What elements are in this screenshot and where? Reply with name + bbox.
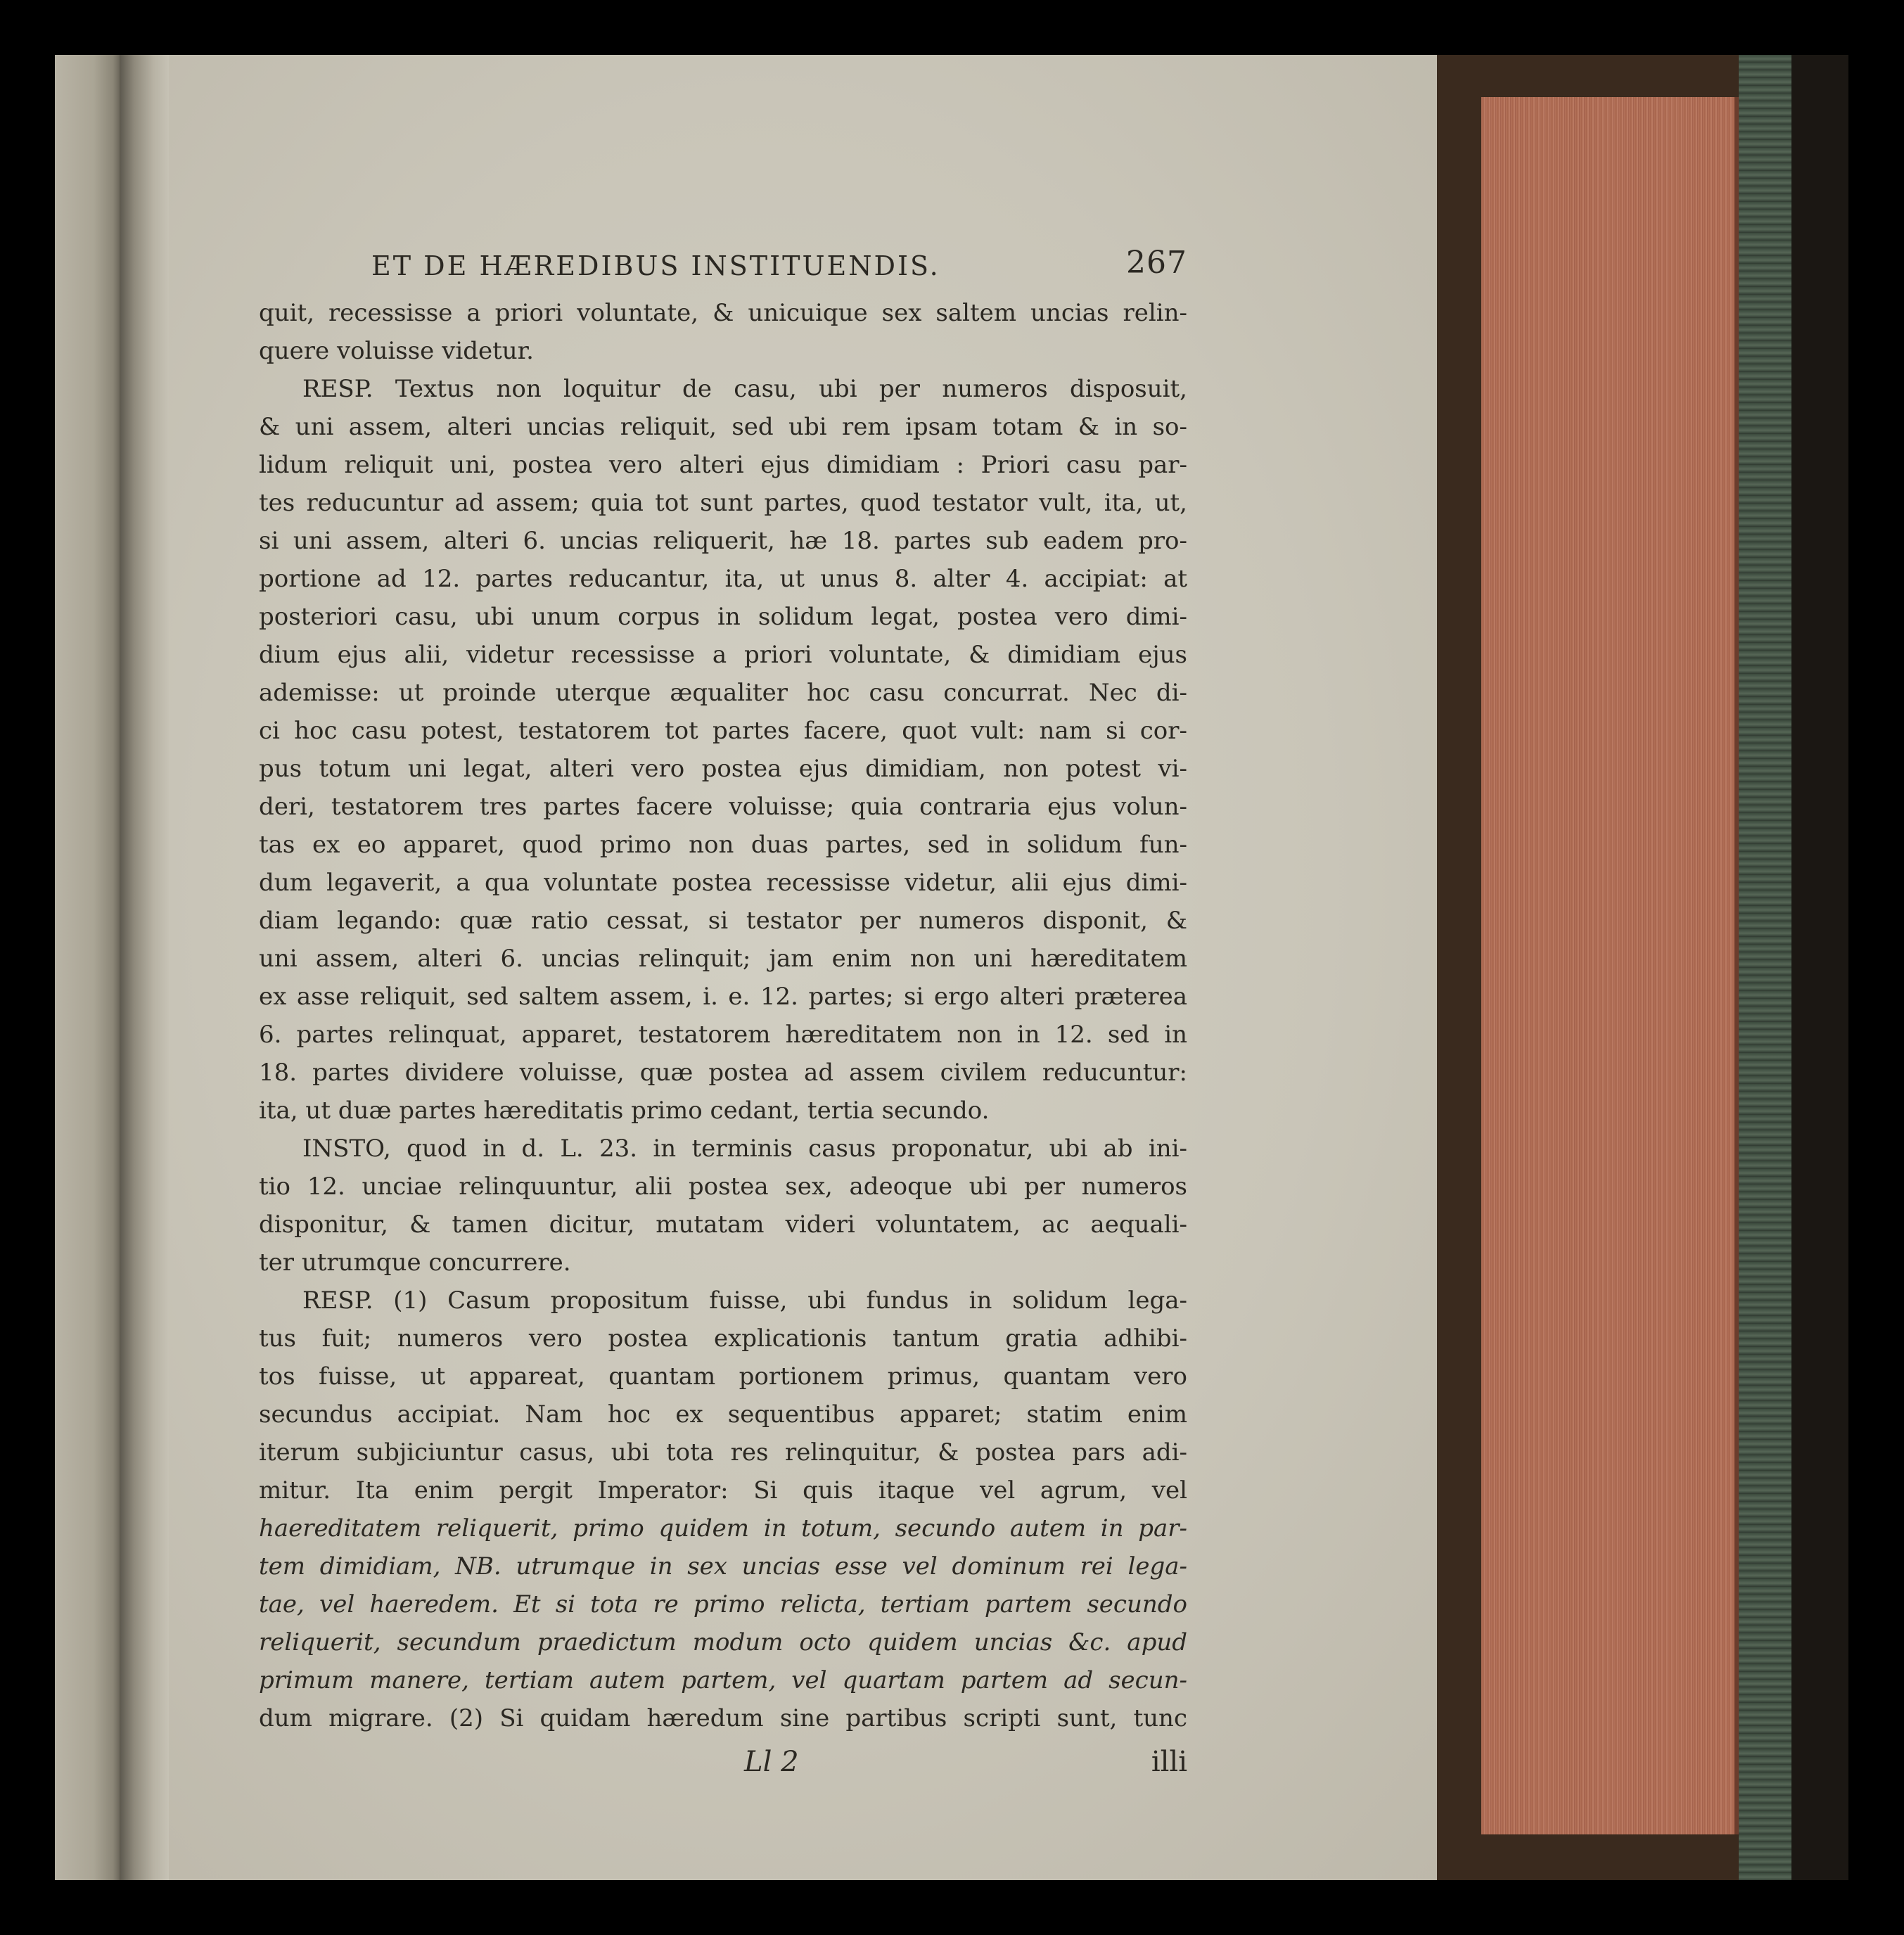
text-line: disponitur, & tamen dicitur, mutatam videri voluntatem, ac aequali- [259, 1211, 1187, 1239]
text-line: dum migrare. (2) Si quidam hæredum sine partibus scripti sunt, tunc [259, 1704, 1187, 1732]
page-footer [259, 1742, 1187, 1791]
text-line: & uni assem, alteri uncias reliquit, sed ubi rem ipsam totam & in so- [259, 413, 1187, 441]
text-line: pus totum uni legat, alteri vero postea ejus dimidiam, non potest vi- [259, 755, 1187, 783]
text-line: dium ejus alii, videtur recessisse a priori voluntate, & dimidiam ejus [259, 641, 1187, 669]
text-line: ex asse reliquit, sed saltem assem, i. e. 12. partes; si ergo alteri præterea [259, 983, 1187, 1011]
text-line: quere voluisse videtur. [259, 337, 534, 365]
text-line: RESP. Textus non loquitur de casu, ubi per numeros disposuit, [302, 375, 1187, 403]
catchword: illi [1151, 1746, 1187, 1778]
text-line: haereditatem reliquerit, primo quidem in totum, secundo autem in par- [259, 1514, 1187, 1543]
signature-mark: Ll 2 [744, 1746, 799, 1778]
marbled-cover-board [1739, 55, 1791, 1880]
text-line: 6. partes relinquat, apparet, testatorem hæreditatem non in 12. sed in [259, 1021, 1187, 1049]
text-line: RESP. (1) Casum propositum fuisse, ubi fundus in solidum lega- [302, 1286, 1187, 1315]
text-line: tae, vel haeredem. Et si tota re primo relicta, tertiam partem secundo [259, 1590, 1187, 1618]
text-line: quit, recessisse a priori voluntate, & unicuique sex saltem uncias relin- [259, 299, 1187, 327]
text-line: tos fuisse, ut appareat, quantam portionem primus, quantam vero [259, 1362, 1187, 1391]
text-line: portione ad 12. partes reducantur, ita, ut unus 8. alter 4. accipiat: at [259, 565, 1187, 593]
text-line: deri, testatorem tres partes facere voluisse; quia contraria ejus volun- [259, 793, 1187, 821]
text-line: diam legando: quæ ratio cessat, si testator per numeros disponit, & [259, 907, 1187, 935]
book-gutter [120, 55, 169, 1880]
text-line: uni assem, alteri 6. uncias relinquit; jam enim non uni hæreditatem [259, 945, 1187, 973]
text-line: secundus accipiat. Nam hoc ex sequentibus apparet; statim enim [259, 1400, 1187, 1429]
text-line: ci hoc casu potest, testatorem tot partes facere, quot vult: nam si cor- [259, 717, 1187, 745]
text-line: 18. partes dividere voluisse, quæ postea ad assem civilem reducuntur: [259, 1059, 1187, 1087]
text-line: tio 12. unciae relinquuntur, alii postea sex, adeoque ubi per numeros [259, 1173, 1187, 1201]
text-line: si uni assem, alteri 6. uncias reliquerit, hæ 18. partes sub eadem pro- [259, 527, 1187, 555]
text-line: INSTO, quod in d. L. 23. in terminis casus proponatur, ubi ab ini- [302, 1135, 1187, 1163]
cover-shadow [1791, 55, 1848, 1880]
text-line: ademisse: ut proinde uterque æqualiter hoc casu concurrat. Nec di- [259, 679, 1187, 707]
text-line: dum legaverit, a qua voluntate postea recessisse videtur, alii ejus dimi- [259, 869, 1187, 897]
body-text [259, 294, 1187, 1737]
text-line: lidum reliquit uni, postea vero alteri ejus dimidiam : Priori casu par- [259, 451, 1187, 479]
text-line: posteriori casu, ubi unum corpus in solidum legat, postea vero dimi- [259, 603, 1187, 631]
text-line: tes reducuntur ad assem; quia tot sunt partes, quod testator vult, ita, ut, [259, 489, 1187, 517]
text-line: tas ex eo apparet, quod primo non duas partes, sed in solidum fun- [259, 831, 1187, 859]
text-line: tus fuit; numeros vero postea explicationis tantum gratia adhibi- [259, 1324, 1187, 1353]
text-block [259, 245, 1187, 1791]
left-page-edge [55, 55, 120, 1880]
text-line: mitur. Ita enim pergit Imperator: Si quis itaque vel agrum, vel [259, 1476, 1187, 1505]
text-line: ter utrumque concurrere. [259, 1249, 571, 1277]
text-line: reliquerit, secundum praedictum modum octo quidem uncias &c. apud [259, 1628, 1187, 1656]
text-line: tem dimidiam, NB. utrumque in sex uncias esse vel dominum rei lega- [259, 1552, 1187, 1580]
text-line: ita, ut duæ partes hæreditatis primo cedant, tertia secundo. [259, 1097, 990, 1125]
text-line: primum manere, tertiam autem partem, vel quartam partem ad secun- [259, 1666, 1187, 1694]
scanned-page [55, 55, 1848, 1880]
page-number: 267 [1126, 245, 1187, 281]
text-line: iterum subjiciuntur casus, ubi tota res relinquitur, & postea pars adi- [259, 1438, 1187, 1467]
running-head [259, 245, 1187, 294]
header-title: ET DE HÆREDIBUS INSTITUENDIS. [371, 250, 940, 281]
page-edges-red [1481, 97, 1740, 1834]
